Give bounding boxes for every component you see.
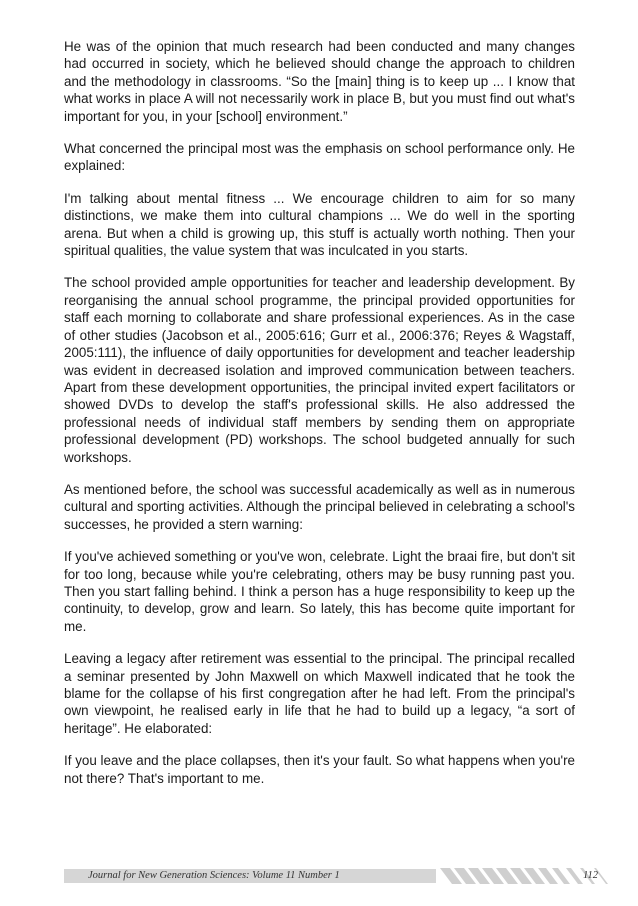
page-number: 112: [583, 870, 598, 881]
paragraph-2: What concerned the principal most was the emphasis on school performance only. He explained:: [64, 141, 575, 174]
paragraph-4: As mentioned before, the school was successful academically as well as in numerous cultural and sporting activities. Although the principal believed in celebrating a school's successes, he provided a stern warning:: [64, 481, 575, 532]
footer-journal-title: Journal for New Generation Sciences: Volume 11 Number 1: [88, 870, 340, 881]
quote-paragraph-1: I'm talking about mental fitness ... We encourage children to aim for so many distinctions, we make them into cultural champions ... We do well in the sporting arena. But when a child is growing up, this stuff is actually worth nothing. Then your spiritual qualities, the value system that was inculcated in you starts.: [64, 190, 575, 259]
page-footer: [64, 866, 598, 886]
paragraph-3: The school provided ample opportunities for teacher and leadership development. By reorganising the annual school programme, the principal provided opportunities for staff each morning to collaborate and share professional experiences. As in the case of other studies (Jacobson et al., 2005:616; Gurr et al., 2006:376; Reyes & Wagstaff, 2005:111), the influence of daily opportunities for development and teacher leadership was evident in decreased isolation and improved communication between teachers. Apart from these development opportunities, the principal invited expert facilitators or showed DVDs to develop the staff's professional skills. He also addressed the professional needs of individual staff members by sending them on appropriate professional development (PD) workshops. The school budgeted annually for such workshops.: [64, 275, 575, 465]
paragraph-5: Leaving a legacy after retirement was essential to the principal. The principal recalled a seminar presented by John Maxwell on which Maxwell indicated that he took the blame for the collapse of his first congregation after he had left. From the principal's own viewpoint, he realised early in life that he had to build up a legacy, “a sort of heritage”. He elaborated:: [64, 651, 575, 736]
paragraph-1: He was of the opinion that much research had been conducted and many changes had occurred in society, which he believed should change the approach to children and the methodology in classrooms. “So the [main] thing is to keep up ... I know that what works in place A will not necessarily work in place B, but you must find out what's important for you, in your [school] environment.”: [64, 39, 575, 124]
quote-paragraph-3: If you leave and the place collapses, then it's your fault. So what happens when you're not there? That's important to me.: [64, 753, 575, 786]
quote-paragraph-2: If you've achieved something or you've won, celebrate. Light the braai fire, but don't sit for too long, because while you're celebrating, others may be busy running past you. Then you start falling behind. I think a person has a huge responsibility to keep up the continuity, to develop, grow and learn. So lately, this has become quite important for me.: [64, 549, 575, 634]
article-body: [64, 38, 575, 802]
footer-stripe-decoration: [440, 868, 630, 884]
